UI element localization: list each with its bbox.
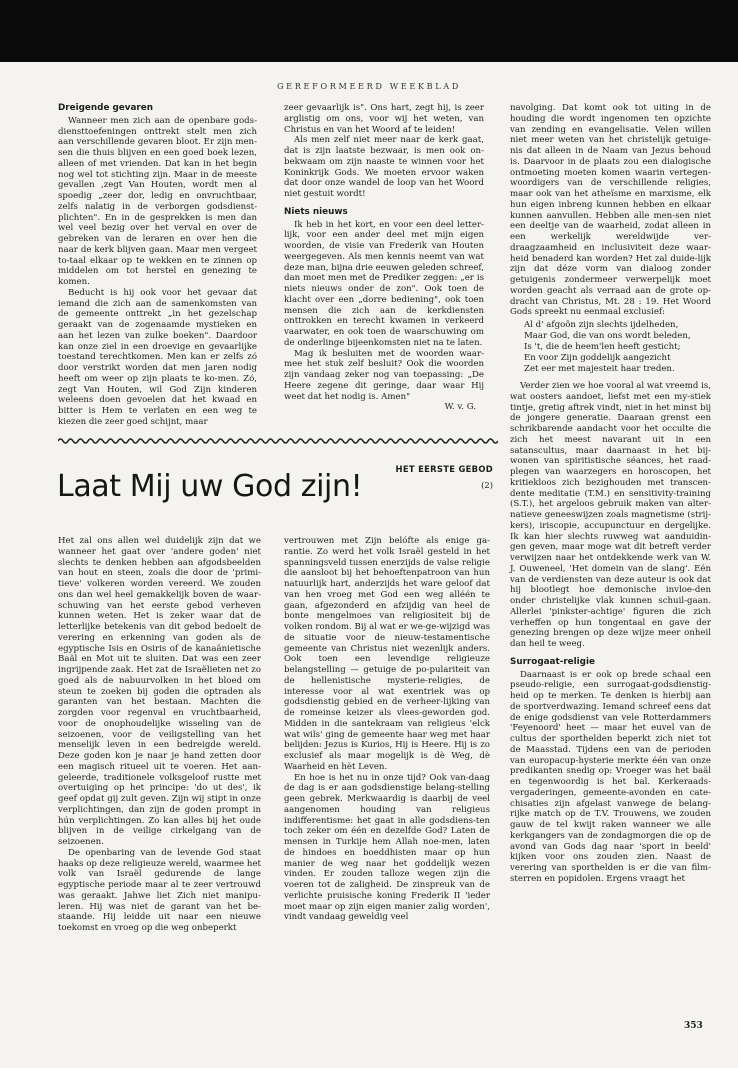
verse-line: Al d' afgoôn zijn slechts ijdelheden, (524, 320, 679, 330)
paragraph: De openbaring van de levende God staat haaks op deze religieuze wereld, waarmee het volk van Israël gedurende de lange egyptische periode maar al te zeer vertrouwd was geraakt. Jahwe liet Zich niet manipu-leren. Hij was niet de garant van het be-staande. Hij leidde uit naar een nieuwe toekomst en vroeg op die weg onbeperkt (58, 847, 261, 933)
paragraph: navolging. Dat komt ook tot uiting in de houding die wordt ingenomen ten opzichte van zending en evangelisatie. Velen willen niet meer weten van het christelijk getuige-nis dat alleen in de Naam van Jezus behoud is. Daarvoor in de plaats zou een dialogische ontmoeting moeten komen waarin vertegen-woordigers van de verschillende religies, maar ook van het atheïsme en marxisme, elk hun eigen inbreng kunnen hebben en elkaar kunnen aanvullen. Hebben alle men-sen niet een deeltje van de waarheid, zodat alleen in een werkelijk wereldwijde ver-draagzaamheid en inclusiviteit deze waar-heid benaderd kan worden? Het zal duide-lijk zijn dat déze vorm van dialoog zonder getuigenis zondermeer verwerpelijk moet worden geacht als verraad aan de grote op-dracht van Christus, Mt. 28 : 19. Het Woord Gods spreekt nu eenmaal exclusief: (510, 103, 711, 318)
paragraph: Beducht is hij ook voor het gevaar dat iemand die zich aan de samenkomsten van de gemeente onttrekt „in het gezelschap geraakt van de zogenaamde mystieken en aan het lezen van zulke boeken". Daardoor kan onze ziel in een droevige en gevaarlijke toestand terechtkomen. Men kan er zelfs zó door verstrikt worden dat men jaren nodig heeft om weer op zijn plaats te ko-men. Zó, zegt Van Houten, wil God Zijn kinderen weleens doen gevoelen dat het kwaad en bitter is Hem te verlaten en een weg te kiezen die zeer goed schijnt, maar (58, 287, 257, 427)
top-black-bar (0, 0, 738, 62)
psalm-verse (524, 320, 711, 375)
paragraph: Mag ik besluiten met de woorden waar-mee het stuk zelf besluit? Ook die woorden zijn vandaag zeker nog van toepassing: „De Heere zegene dit geringe, daar waar Hij weet dat het nodig is. Amen" (284, 348, 484, 402)
paragraph: Als men zelf niet meer naar de kerk gaat, dat is zijn laatste bezwaar, is men ook on-bekwaam om zijn naaste te winnen voor het Koninkrijk Gods. We moeten ervoor waken dat door onze wandel de loop van het Woord niet gestuit wordt! (284, 135, 484, 199)
paragraph: Het zal ons allen wel duidelijk zijn dat we wanneer het gaat over 'andere goden' niet slechts te denken hebben aan afgodsbeelden van hout en steen, zoals die door de 'primi-tieve' volkeren worden vereerd. We zouden ons dan wel heel gemakkelijk boven de waar-schuwing van het eerste gebod verheven kunnen weten. Het is zeker waar dat de letterlijke betekenis van dit gebod bedoelt de verering en erkenning van goden als de egyptische Isis en Osiris of de kanaänietische Baäl en Mot uit te sluiten. Dat was een zeer ingrijpende zaak. Het zat de Israëlieten net zo goed als de nabuurvolken in het bloed om steun te zoeken bij goden die optraden als garanten van het bestaan. Machten die zorgden voor regenval en vruchtbaarheid, voor de onophoudelijke wisseling van de seizoenen, voor de veiligstelling van het menselijk leven in een bedreigde wereld. Deze goden kon je naar je hand zetten door een magisch ritueel uit te voeren. Het aan-geleerde, traditionele volksgeloof rustte met overtuiging op het principe: 'do ut des', ik geef opdat gij zult geven. Zijn wij stipt in onze verplichtingen, dan zijn de goden prompt in hún verplichtingen. Zo kan alles bij het oude blijven in de veilige cirkelgang van de seizoenen. (58, 536, 261, 847)
paragraph: zeer gevaarlijk is". Ons hart, zegt hij, is zeer arglistig om ons, voor wij het weten, van Christus en van het Woord af te leiden! (284, 103, 484, 135)
paragraph: Daarnaast is er ook op brede schaal een pseudo-religie, een surrogaat-godsdienstig-heid op te merken. Te denken is hierbij aan de sportverdwazing. Iemand schreef eens dat de enige godsdienst van vele Rotterdammers 'Feyenoord' heet — maar het euvel van de cultus der sporthelden beperkt zich niet tot de Maasstad. Tijdens een van de perioden van europacup-hysterie merkte één van onze predikanten snedig op: Vroeger was het baäl en tegenwoordig is het bal. Kerkeraads-vergaderingen, gemeente-avonden en cate-chisaties zijn afgelast vanwege de belang-rijke match op de T.V. Trouwens, we zouden gauw de tel kwijt raken wanneer we alle kerkgangers van de zondagmorgen die op de avond van Gods dag naar 'sport in beeld' kijken voor ons zouden zien. Naast de verering van sporthelden is er die van film-sterren en popidolen. Ergens vraagt het (510, 669, 711, 884)
section-number: (2) (481, 480, 493, 490)
upper-column-1 (58, 103, 257, 428)
verse-line: Zet eer met majesteit haar treden. (524, 364, 675, 374)
paragraph: Verder zien we hoe vooral al wat vreemd is, wat oosters aandoet, liefst met een my-stiek tintje, gretig aftrek vindt, niet in het minst bij de jongere generatie. Daaraan grenst een schrikbarende aandacht voor het occulte die zich het meest navarant uit in een satanscultus, maar daarnaast in het bij-wonen van spiritistische séances, het raad-plegen van waarzegers en horoscopen, het kritiekloos zich bezighouden met transcen-dente meditatie (T.M.) en sensitivity-training (S.T.), het argeloos gebruik maken van alter-natieve geneeswijzen zoals magnetisme (strij-kers), iriscopie, accupunctuur en dergelijke. Ik kan hier slechts ruwweg wat aanduidin-gen geven, maar moge wat dit betreft verder verwijzen naar het ontdekkende werk van W. J. Ouweneel, 'Het domein van de slang'. Eén van de verdiensten van deze auteur is ook dat hij blootlegt hoe demonische invloe-den onder christelijke vlak kunnen schuil-gaan. Allerlei 'pinkster-achtige' figuren die zich verheffen op hun tongentaal en gave der genezing brengen op deze wijze meer onheil dan heil te weeg. (510, 381, 711, 649)
wavy-separator (58, 437, 498, 445)
paragraph: Ik heb in het kort, en voor een deel letter-lijk, voor een ander deel met mijn eigen woorden, de visie van Frederik van Houten weergegeven. Als men kennis neemt van wat deze man, bijna drie eeuwen geleden schreef, dan moet men met de Prediker zeggen: „er is niets nieuws onder de zon". Ook toen de klacht over een „dorre bediening", ook toen mensen die zich aan de kerkdiensten onttrokken en terecht kwamen in verkeerd vaarwater, en ook toen de waarschuwing om de onderlinge bijeenkomsten niet na te laten. (284, 219, 485, 348)
verse-line: Maar God, die van ons wordt beleden, (524, 331, 691, 341)
paragraph: Wanneer men zich aan de openbare gods-diensttoefeningen onttrekt stelt men zich aan verschillende gevaren bloot. Er zijn men-sen die thuis blijven en een goed boek lezen, alleen of met vrienden. Dat kan in het begin nog wel tot stichting zijn. Maar in de meeste gevallen ,zegt Van Houten, wordt men al spoedig „zeer dor, ledig en onvruchtbaar, zelfs nalatig in de verborgen godsdienst-plichten". En in de gesprekken is men dan wel veel bezig over het verval en over de gebreken van de leraren en over hen die naar de kerk blijven gaan. Maar men vergeet to-taal elkaar op te wekken en te zinnen op middelen om tot herstel en genezing te komen. (58, 115, 257, 287)
upper-column-2 (284, 103, 484, 413)
paragraph: vertrouwen met Zijn belófte als enige ga-rantie. Zo werd het volk Israël gesteld in het spanningsveld tussen enerzijds de valse religie die aansloot bij het behoeftenpatroon van hun natuurlijk hart, anderzijds het ware geloof dat van hen vroeg met God een weg alléén te gaan, afgezonderd en afzijdig van heel de bonte mengelmoes van religiositeit bij de volken rondom. Bij al wat er we-ge-wijzigd was de situatie voor de nieuw-testamentische gemeente van Christus niet wezenlijk anders. Ook toen een levendige religieuze belangstelling — getuige de po-pulariteit van de hellenistische mysterie-religies, de interesse voor al wat exentriek was op godsdienstig gebied en de verheer-lijking van de romeinse keizer als vlees-geworden god. Midden in die santekraam van religieus 'elck wat wils' ging de gemeente haar weg met haar belijden: Jezus is Kurios, Hij is Heere. Hij is zo exclusief als maar mogelijk is dè Weg, dè Waarheid en hèt Leven. (284, 536, 490, 772)
section-heading: Surrogaat-religie (510, 656, 595, 667)
verse-line: Is 't, die de heem'len heeft gesticht; (524, 342, 681, 352)
article-column-1 (58, 536, 261, 934)
section-heading: Dreigende gevaren (58, 103, 153, 113)
page-number: 353 (684, 1021, 703, 1031)
author-signature: W. v. G. (444, 402, 476, 413)
upper-column-3 (510, 103, 711, 885)
running-head: GEREFORMEERD WEEKBLAD (277, 81, 461, 91)
verse-line: En voor Zijn goddelijk aangezicht (524, 353, 671, 363)
section-label: HET EERSTE GEBOD (395, 464, 493, 474)
article-title: Laat Mij uw God zijn! (57, 469, 363, 504)
paragraph: En hoe is het nu in onze tijd? Ook van-daag de dag is er aan godsdienstige belang-stelling geen gebrek. Merkwaardig is daarbij de veel aangenomen houding van religieus indifferentisme: het gaat in alle godsdiens-ten toch zeker om één en dezelfde God? Laten de mensen in Turkije hem Allah noe-men, laten de hindoes en boeddhisten maar op hun manier de weg naar het goddelijk wezen vinden. Er zouden talloze wegen zijn die voeren tot de zaligheid. De zinspreuk van de verlichte pruisische koning Frederik II 'ieder moet maar op zijn eigen manier zalig worden', vindt vandaag geweldig veel (284, 772, 490, 923)
section-heading: Niets nieuws (284, 206, 348, 217)
article-column-2 (284, 536, 490, 923)
